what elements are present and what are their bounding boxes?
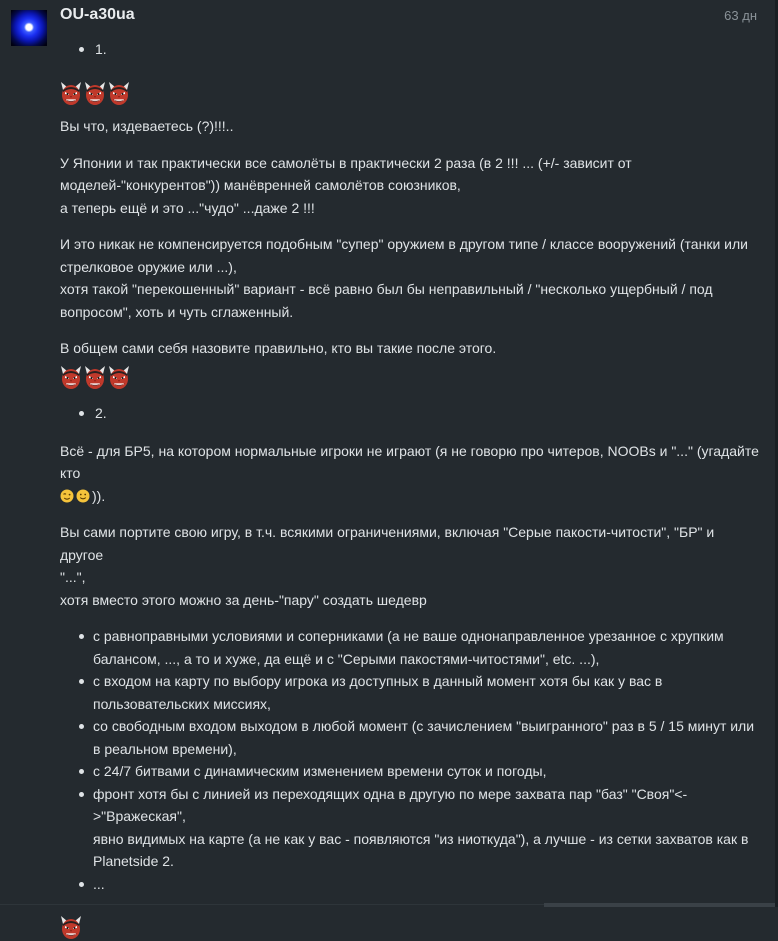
section-1-number: 1.	[60, 38, 760, 60]
paragraph-5	[60, 440, 760, 508]
list-item-line: ...	[93, 875, 105, 892]
list-item	[60, 625, 760, 670]
list-item	[60, 760, 760, 783]
paragraph-3-line: стрелковое оружие или ...),	[60, 258, 237, 275]
paragraph-2-line: а теперь ещё и это ..."чудо" ...даже 2 !!!	[60, 199, 315, 216]
demon-icon	[108, 365, 130, 391]
demon-emoji-row	[60, 365, 760, 391]
paragraph-1: Вы что, издеваетесь (?)!!!..	[60, 118, 234, 134]
demon-icon	[60, 915, 82, 941]
author-name[interactable]: OU-a30ua	[60, 6, 135, 23]
list-item	[60, 670, 760, 715]
list-item-line: балансом, ..., а то и хуже, да ещё и с "Серыми пакостями-читостями", etc. ...),	[93, 650, 600, 667]
list-item-line: с равноправными условиями и соперниками (а не ваше однонаправленное урезанное с хрупким	[93, 628, 724, 644]
list-item-line: Planetside 2.	[93, 853, 174, 869]
section-1-list	[60, 38, 760, 60]
paragraph-6	[60, 521, 760, 611]
paragraph-4: В общем сами себя назовите правильно, кто вы такие после этого.	[60, 340, 497, 356]
list-item	[60, 783, 760, 873]
wink-emoji-icon	[60, 489, 74, 503]
paragraph-3	[60, 233, 760, 323]
list-item	[60, 715, 760, 760]
paragraph-3-line: И это никак не компенсируется подобным "супер" оружием в другом типе / классе вооружений (танки или	[60, 236, 748, 252]
demon-emoji-row	[60, 915, 760, 941]
demon-emoji-row	[60, 81, 760, 107]
paragraph-6-line: хотя вместо этого можно за день-"пару" создать шедевр	[60, 591, 427, 608]
paragraph-3-line: хотя такой "перекошенный" вариант - всё равно был бы неправильный / "несколько ущербный / под	[60, 281, 713, 297]
list-item-line: фронт хотя бы с линией из переходящих одна в другую по мере захвата пар "баз" "Своя"<->"Вражеская",	[93, 785, 688, 824]
post-controls-bar[interactable]	[544, 903, 775, 907]
paragraph-2-line: У Японии и так практически все самолёты в практически 2 раза (в 2 !!! ... (+/- зависит от	[60, 154, 632, 171]
list-item-line: пользовательских миссиях,	[93, 695, 271, 712]
section-2-number: 2.	[60, 402, 760, 424]
avatar[interactable]	[11, 10, 47, 46]
demon-icon	[84, 81, 106, 107]
demon-icon	[60, 365, 82, 391]
paragraph-2-line: моделей-"конкурентов")) манёвренней самолётов союзников,	[60, 177, 461, 193]
list-item-line: с 24/7 битвами с динамическим изменением времени суток и погоды,	[93, 763, 547, 779]
post-divider	[0, 904, 544, 905]
paragraph-5-line	[60, 485, 760, 508]
paragraph-3-line: вопросом", хоть и чуть сглаженный.	[60, 303, 294, 320]
list-item-line: явно видимых на карте (а не как у вас - появляются "из ниоткуда"), а лучше - из сетки захватов как в	[93, 830, 749, 847]
paragraph-6-line: Вы сами портите свою игру, в т.ч. всякими ограничениями, включая "Серые пакости-читости", "БР" и другое	[60, 524, 715, 563]
smile-emoji-icon	[76, 489, 90, 503]
paragraph-5-line: Всё - для БР5, на котором нормальные игроки не играют (я не говорю про читеров, NOOBs и "..." (угадайте кто	[60, 442, 759, 481]
demon-icon	[84, 365, 106, 391]
post-date[interactable]: 63 дн	[724, 8, 757, 23]
demon-icon	[60, 81, 82, 107]
paragraph-5-end: )).	[92, 487, 106, 504]
list-item	[60, 873, 760, 896]
feature-list	[60, 625, 760, 895]
paragraph-6-line: "...",	[60, 569, 86, 585]
demon-icon	[108, 81, 130, 107]
post-content	[60, 38, 760, 941]
list-item-line: в реальном времени),	[93, 740, 237, 757]
section-2-list	[60, 402, 760, 424]
list-item-line: со свободным входом выходом в любой момент (с зачислением "выигранного" раз в 5 / 15 минут или	[93, 718, 755, 734]
paragraph-2	[60, 152, 760, 220]
list-item-line: с входом на карту по выбору игрока из доступных в данный момент хотя бы как у вас в	[93, 673, 663, 689]
